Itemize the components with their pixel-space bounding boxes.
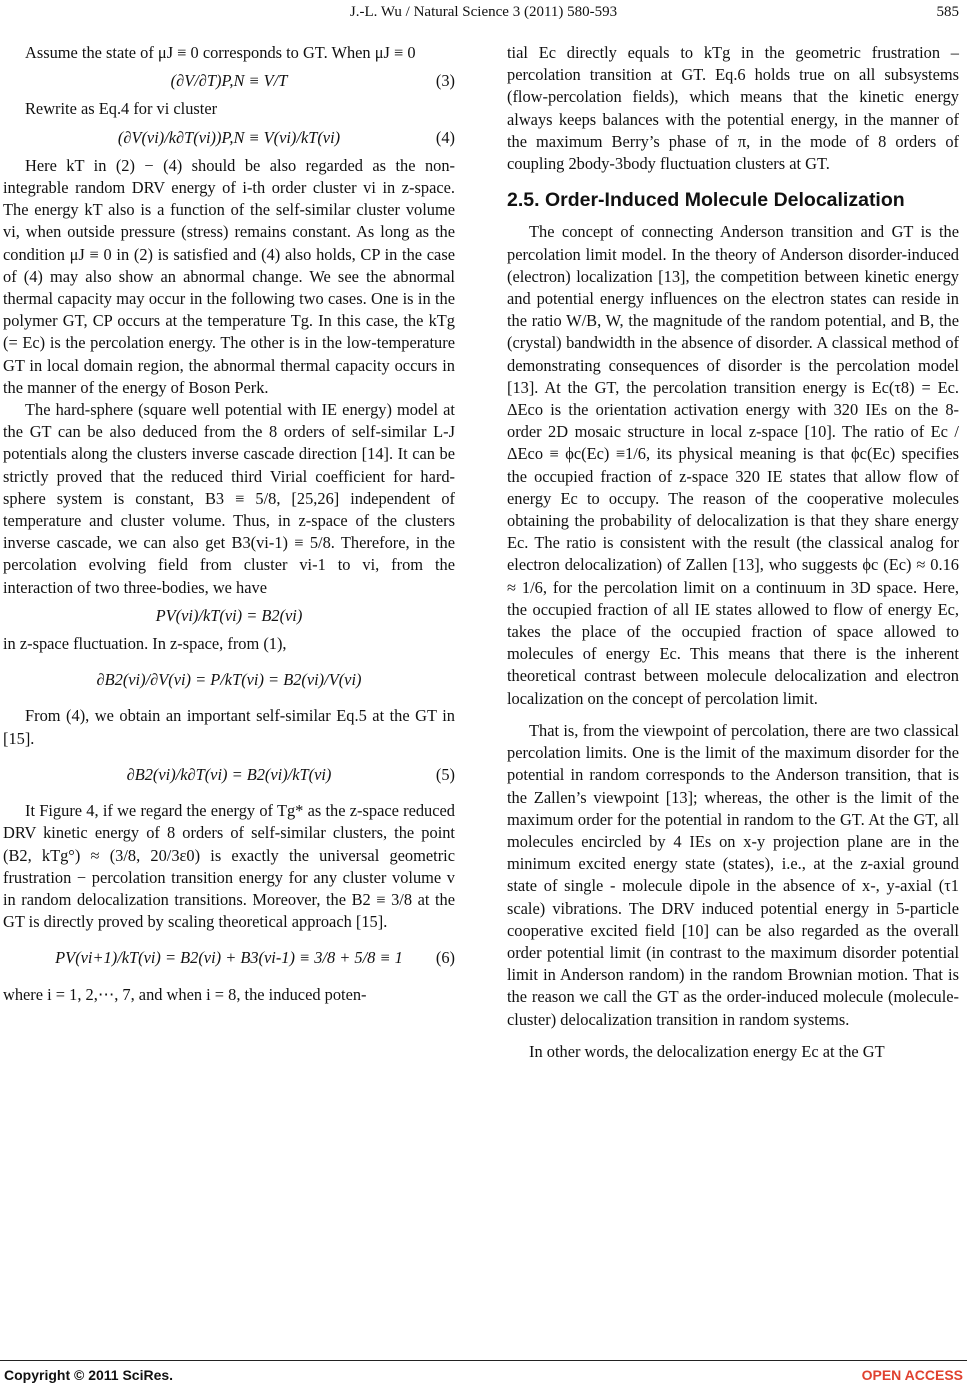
- paragraph: The hard-sphere (square well potential with IE energy) model at the GT can be also deduced from the 8 orders of self-similar L-J potentials along the clusters inverse cascade direction [14]. It can be strictly proved that the reduced third Virial coefficient for hard-sphere system is constant, B3 ≡ 5/8, [25,26] independent of temperature and cluster volume. Thus, in z-space of the clusters inverse cascade, we can also get B3(vi-1) ≡ 5/8. Therefore, in the percolation evolving field from cluster vi-1 to vi, from the interaction of two three-bodies, we have: [3, 400, 455, 597]
- right-column: [507, 42, 959, 1063]
- equation-number: (3): [435, 71, 455, 91]
- paragraph: It Figure 4, if we regard the energy of Tg* as the z-space reduced DRV kinetic energy of 8 orders of self-similar clusters, the point (B2, kTg°) ≈ (3/8, 20/3ε0) is exactly the universal geometric frustration − percolation transition energy for any cluster volume v in random delocalization transitions. Moreover, the B2 ≡ 3/8 at the GT is directly proved by scaling theoretical approach [15].: [3, 801, 455, 932]
- equation-body: (∂V(vi)/k∂T(vi))P,N ≡ V(vi)/kT(vi): [117, 127, 341, 147]
- open-access-label: OPEN ACCESS: [861, 1367, 963, 1383]
- equation-b2: [3, 669, 455, 691]
- equation-3: [3, 70, 455, 92]
- equation-number: (5): [435, 764, 455, 784]
- equation-body: ∂B2(vi)/∂V(vi) = P/kT(vi) = B2(vi)/V(vi): [96, 670, 362, 690]
- paragraph: In other words, the delocalization energy Ec at the GT: [529, 1041, 885, 1061]
- equation-body: ∂B2(vi)/k∂T(vi) = B2(vi)/kT(vi): [126, 764, 332, 784]
- equation-4: [3, 127, 455, 149]
- equation-pv: [3, 605, 455, 627]
- equation-number: (6): [435, 948, 455, 968]
- paragraph: in z-space fluctuation. In z-space, from (1),: [3, 634, 287, 654]
- equation-5: [3, 764, 455, 786]
- running-title: J.-L. Wu / Natural Science 3 (2011) 580-593: [349, 4, 618, 20]
- equation-body: PV(vi+1)/kT(vi) = B2(vi) + B3(vi-1) ≡ 3/8 + 5/8 ≡ 1: [55, 948, 403, 968]
- page-header: [0, 0, 967, 24]
- left-column: [3, 42, 455, 1006]
- paragraph: Assume the state of μJ ≡ 0 corresponds to GT. When μJ ≡ 0: [25, 43, 416, 62]
- section-heading: 2.5. Order-Induced Molecule Delocalization: [507, 189, 905, 212]
- copyright: Copyright © 2011 SciRes.: [4, 1367, 174, 1383]
- equation-6: [3, 947, 455, 969]
- page-number: 585: [936, 4, 959, 20]
- paragraph: tial Ec directly equals to kTg in the geometric frustration – percolation transition at GT. Eq.6 holds true on all subsystems (flow-percolation fields), which means that the kinetic energy always keeps balances with the potential energy, in the manner of the maximum Berry’s phase of π, in the mode of 8 orders of coupling 2body-3body fluctuation clusters at GT.: [507, 43, 959, 174]
- equation-body: PV(vi)/kT(vi) = B2(vi): [155, 605, 303, 625]
- paragraph: The concept of connecting Anderson transition and GT is the percolation limit model. In the theory of Anderson disorder-induced (electron) localization [13], the competition between kinetic energy and potential energy influences on the electron states can reside in the ratio W/B, W, the magnitude of the random potential, and B, the (crystal) bandwidth in the absence of disorder. A classical method of demonstrating consequences of disorder is the percolation model [13]. At the GT, the percolation transition energy is Ec(τ8) = Ec. ΔEco is the orientation activation energy with 320 IEs on the 8-order 2D mosaic structure in local z-space [10]. The ratio of Ec /ΔEco ≡ ϕc(Ec) ≡1/6, its physical meaning is that ϕc(Ec) specifies the occupied fraction of z-space 320 IE states that allow flow of energy Ec to occupy. The reason of the cooperative molecules obtaining the probability of delocalization is that they share energy Ec. The ratio is consistent with the result (the classical analog for electron delocalization) of Zallen [13], who suggests ϕc (Ec) ≈ 0.16 ≈ 1/6, for the percolation limit on a continuum in 3D space. Here, the occupied fraction of all IE states allowed to flow of energy Ec, takes the place of the occupied fraction of space allowed to molecules of energy Ec. This means that there is the inherent theoretical contrast between molecule delocalization and electron localization on the concept of percolation limit.: [507, 222, 959, 708]
- equation-body: (∂V/∂T)P,N ≡ V/T: [170, 71, 288, 91]
- paragraph: That is, from the viewpoint of percolation, there are two classical percolation limits. One is the limit of the maximum disorder for the potential in random corresponds to the Anderson transition, that is the Zallen’s viewpoint [13]; whereas, the other is the limit of the maximum order for the potential in random to the GT. At the GT, all molecules encircled by 4 IEs on x-y projection plane are in the minimum excited energy state (states), i.e., at the z-axial ground state of single - molecule dipole in the absence of x-, y-axial (τ1 scale) vibrations. The DRV induced potential energy in 5-particle cooperative excited field [10] can be also regarded as the overall order potential limit (in contrast to the maximum disorder potential limit in Anderson random) in the random Brownian motion. That is the reason we call the GT as the order-induced molecule (molecule-cluster) delocalization transition in random systems.: [507, 720, 959, 1029]
- page-footer: [0, 1360, 967, 1381]
- paragraph: Here kT in (2) − (4) should be also regarded as the non-integrable random DRV energy of i-th order cluster vi in z-space. The energy kT also is a function of the self-similar cluster volume vi, when outside pressure (stress) remains constant. As long as the condition μJ ≡ 0 in (2) is satisfied and (4) also holds, CP in the case of (4) may also show an abnormal change. We see the abnormal thermal capacity may occur in the following two cases. One is in the polymer GT, CP occurs at the temperature Tg. In this case, the kTg (= Ec) is the percolation energy. The other is in the low-temperature GT in local domain region, the abnormal thermal capacity occurs in the manner of the energy of Boson Perk.: [3, 155, 455, 397]
- equation-number: (4): [435, 127, 455, 147]
- paragraph: From (4), we obtain an important self-similar Eq.5 at the GT in [15].: [3, 706, 455, 748]
- paragraph: where i = 1, 2,⋯, 7, and when i = 8, the induced poten-: [3, 984, 367, 1004]
- paragraph: Rewrite as Eq.4 for vi cluster: [25, 99, 218, 119]
